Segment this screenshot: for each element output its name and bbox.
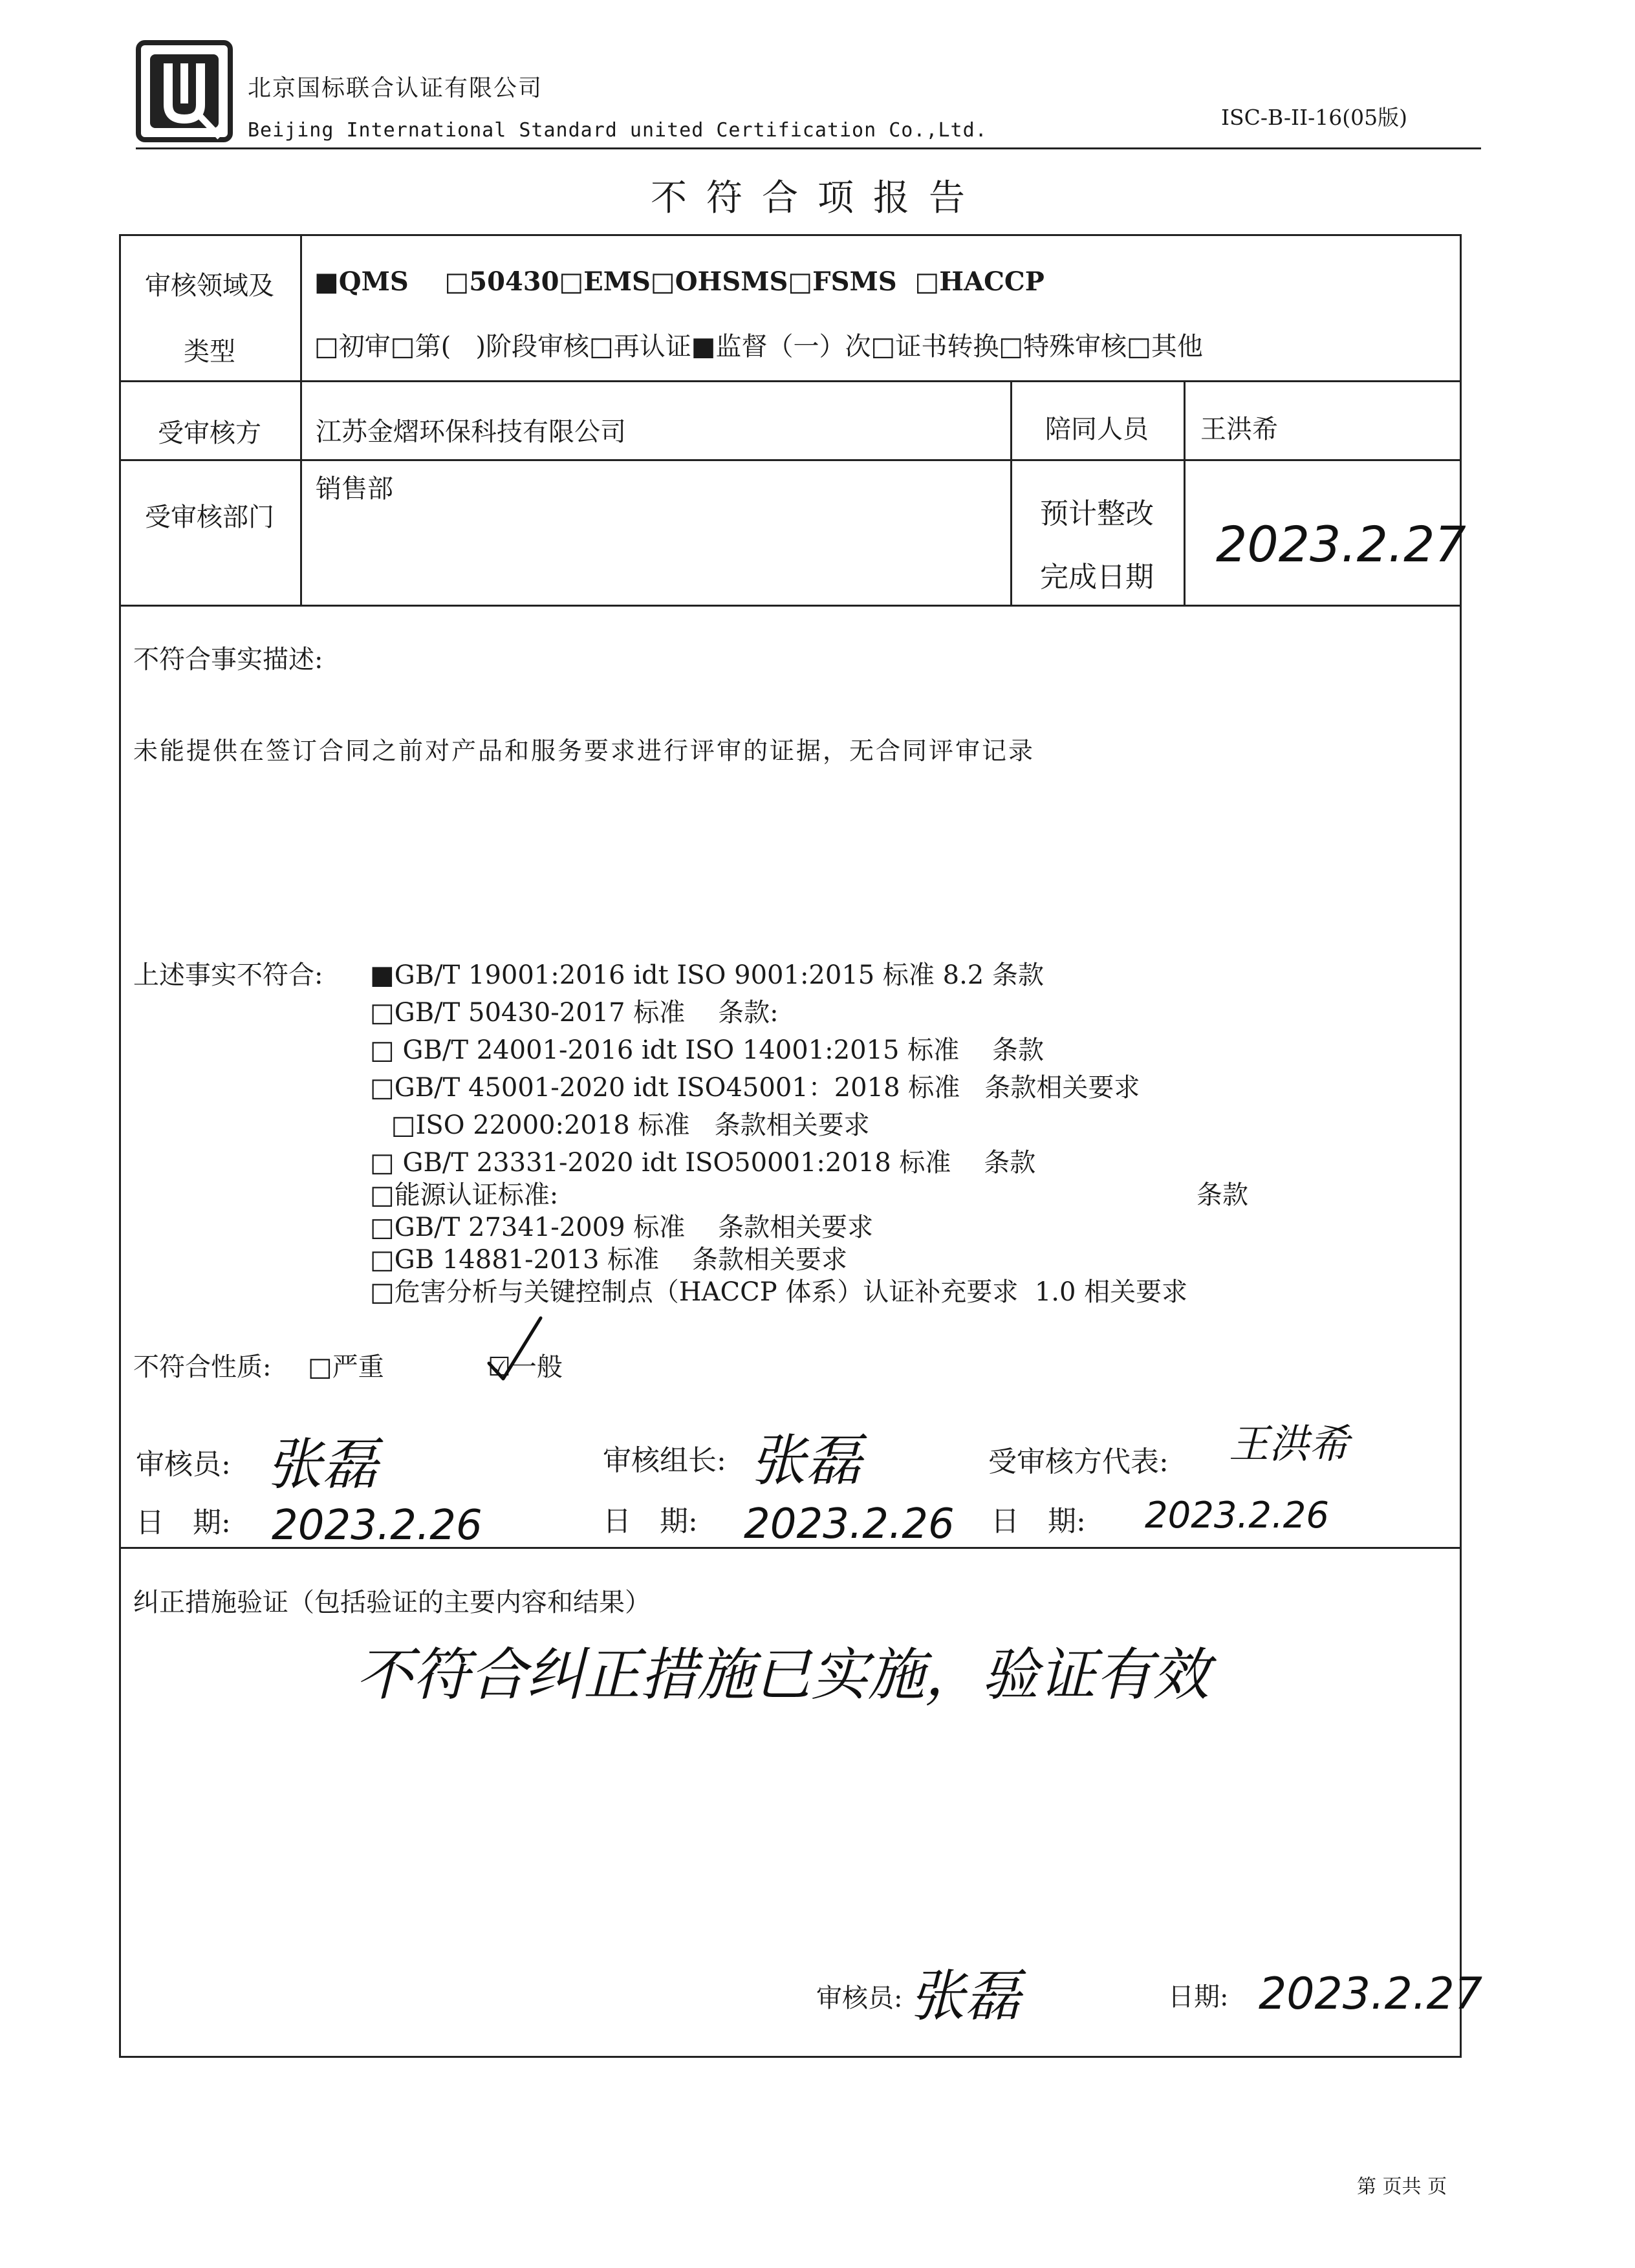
standard-item-50430: □GB/T 50430-2017 标准 条款:	[370, 998, 779, 1028]
team-leader-date-label: 日 期:	[603, 1505, 698, 1538]
handwritten-checkmark	[484, 1314, 548, 1385]
auditor-date-label: 日 期:	[136, 1506, 231, 1539]
team-leader-handwritten-date	[744, 1494, 955, 1559]
audit-scope-label-line1: 审核领域及	[145, 271, 274, 301]
form-code: ISC-B-II-16(05版)	[1221, 105, 1408, 130]
nonconformity-description-text: 未能提供在签订合同之前对产品和服务要求进行评审的证据，无合同评审记录	[133, 737, 1035, 765]
standard-item-14881: □GB 14881-2013 标准 条款相关要求	[370, 1245, 847, 1275]
auditee-representative-label: 受审核方代表:	[988, 1445, 1169, 1478]
svg-text:2023.2.26: 2023.2.26	[1145, 1495, 1330, 1537]
standard-item-iso50001: □ GB/T 23331-2020 idt ISO50001:2018 标准 条款	[370, 1148, 1036, 1178]
deadline-label-line1: 预计整改	[1040, 497, 1154, 530]
verification-auditor-label: 审核员:	[816, 1983, 903, 2013]
row-divider	[119, 380, 1462, 382]
nature-option-general: ☑一般	[488, 1352, 563, 1382]
companion-label: 陪同人员	[1045, 415, 1149, 444]
auditor-label: 审核员:	[136, 1448, 231, 1481]
handwritten-verification-result	[356, 1630, 1261, 1727]
header-divider	[136, 147, 1481, 149]
companion-name: 王洪希	[1200, 415, 1278, 444]
representative-handwritten-date	[1145, 1487, 1352, 1552]
deadline-label-line2: 完成日期	[1040, 561, 1154, 594]
nonconformity-description-label: 不符合事实描述:	[133, 645, 323, 675]
verification-handwritten-date	[1259, 1960, 1483, 2031]
verification-auditor-signature	[909, 1953, 1077, 2037]
column-divider	[1184, 380, 1186, 605]
nature-option-serious: □严重	[308, 1352, 384, 1382]
representative-date-label: 日 期:	[991, 1505, 1086, 1538]
svg-text:2023.2.26: 2023.2.26	[272, 1502, 482, 1550]
auditee-representative-signature	[1229, 1390, 1384, 1487]
verification-date-label: 日期:	[1168, 1982, 1229, 2012]
handwritten-deadline-date	[1216, 504, 1466, 589]
row-divider	[119, 605, 1462, 607]
auditor-signature	[266, 1423, 415, 1500]
department-name: 销售部	[316, 474, 393, 504]
company-logo	[136, 40, 233, 142]
svg-text:张磊: 张磊	[909, 1964, 1021, 2029]
svg-text:张磊: 张磊	[266, 1432, 378, 1497]
svg-text:2023.2.27: 2023.2.27	[1216, 515, 1466, 573]
auditee-label: 受审核方	[158, 418, 261, 448]
standard-item-27341: □GB/T 27341-2009 标准 条款相关要求	[370, 1213, 874, 1242]
standard-item-haccp: □危害分析与关键控制点（HACCP 体系）认证补充要求 1.0 相关要求	[370, 1277, 1188, 1307]
column-divider	[300, 234, 302, 606]
standards-violated-label: 上述事实不符合:	[133, 960, 323, 990]
row-divider	[119, 459, 1462, 461]
auditee-name: 江苏金熠环保科技有限公司	[316, 417, 626, 447]
auditor-handwritten-date	[272, 1494, 482, 1559]
svg-text:2023.2.27: 2023.2.27	[1259, 1969, 1483, 2020]
nonconformity-nature-label: 不符合性质:	[133, 1352, 272, 1382]
audit-type-options: □初审□第( )阶段审核□再认证■监督（一）次□证书转换□特殊审核□其他	[314, 332, 1203, 362]
energy-clause-label: 条款	[1196, 1180, 1248, 1210]
svg-text:2023.2.26: 2023.2.26	[744, 1500, 955, 1548]
standard-item-iso22000: □ISO 22000:2018 标准 条款相关要求	[383, 1110, 870, 1140]
standard-item-iso14001: □ GB/T 24001-2016 idt ISO 14001:2015 标准 条款	[370, 1035, 1044, 1065]
svg-text:张磊: 张磊	[750, 1429, 861, 1493]
audit-scope-standards: ■QMS □50430□EMS□OHSMS□FSMS □HACCP	[314, 266, 1045, 297]
page-number: 第 页共 页	[1357, 2176, 1447, 2198]
team-leader-signature	[750, 1420, 899, 1498]
company-name-cn: 北京国标联合认证有限公司	[248, 75, 543, 102]
standard-item-iso9001: ■GB/T 19001:2016 idt ISO 9001:2015 标准 8.2 条款	[370, 960, 1044, 990]
verification-label: 纠正措施验证（包括验证的主要内容和结果）	[133, 1588, 651, 1617]
standard-item-energy: □能源认证标准:	[370, 1180, 559, 1210]
department-label: 受审核部门	[145, 502, 274, 532]
audit-scope-label-line2: 类型	[184, 337, 235, 367]
team-leader-label: 审核组长:	[603, 1444, 726, 1477]
standard-item-iso45001: □GB/T 45001-2020 idt ISO45001：2018 标准 条款相关要求	[370, 1073, 1140, 1103]
document-title: 不符合项报告	[651, 177, 984, 219]
company-name-en: Beijing International Standard united Certification Co.,Ltd.	[248, 119, 988, 142]
svg-text:王洪希: 王洪希	[1229, 1420, 1350, 1467]
svg-text:不符合纠正措施已实施，验证有效: 不符合纠正措施已实施，验证有效	[356, 1641, 1210, 1708]
